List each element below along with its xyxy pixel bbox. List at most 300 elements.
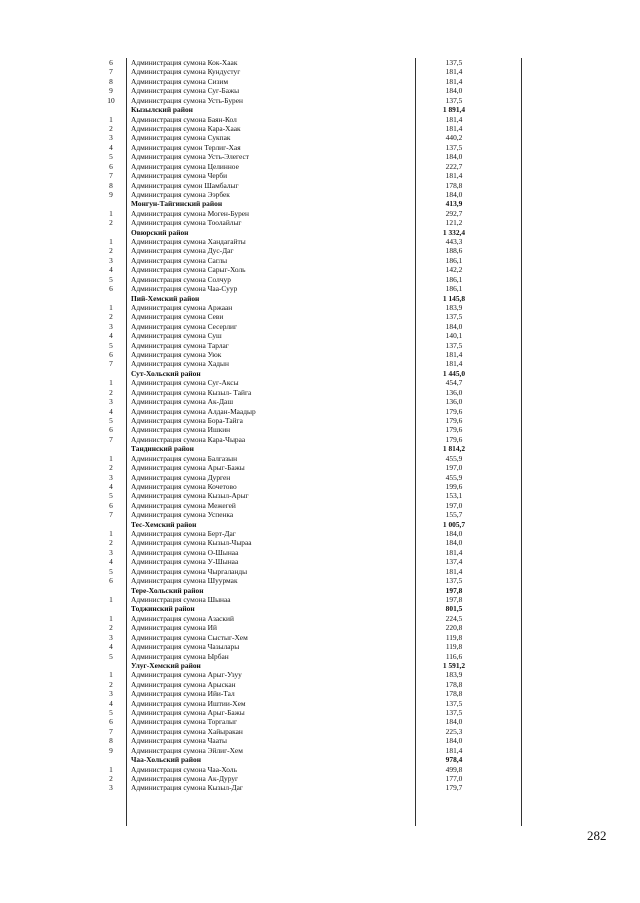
row-number: 1 (109, 613, 113, 623)
amount-value: 137,4 (445, 557, 463, 567)
table-row (0, 549, 640, 557)
amount-value: 179,6 (445, 434, 463, 444)
amount-value: 197,8 (445, 594, 463, 604)
administration-name: Администрация сумона Ак-Даш (131, 397, 234, 407)
amount-value: 184,0 (445, 86, 463, 96)
administration-name: Администрация сумона Кара-Хаак (131, 123, 241, 133)
row-number: 4 (109, 642, 113, 651)
administration-name: Администрация сумона Сесерлиг (131, 321, 238, 331)
district-total: 1 591,2 (442, 660, 466, 670)
administration-name: Администрация сумона Арыг-Узуу (131, 670, 242, 680)
amount-value: 184,0 (445, 529, 463, 538)
district-name: Тес-Хемский район (131, 519, 197, 529)
amount-value: 181,4 (445, 67, 463, 77)
district-name: Тере-Хольский район (131, 585, 204, 595)
table-row (0, 87, 640, 95)
administration-name: Администрация сумона Кызыл-Даг (131, 783, 243, 793)
amount-value: 137,5 (445, 340, 463, 350)
administration-name: Администрация сумона Чазылары (131, 642, 240, 651)
table-row (0, 97, 640, 105)
amount-value: 137,5 (445, 58, 463, 67)
district-row (0, 587, 640, 595)
administration-name: Администрация сумона Уюк (131, 350, 222, 359)
administration-name: Администрация сумона Арыг-Бажы (131, 708, 245, 717)
administration-name: Администрация сумона Солчур (131, 274, 231, 284)
row-number: 6 (109, 717, 113, 727)
district-row (0, 521, 640, 529)
administration-name: Администрация сумона Балгазын (131, 453, 238, 463)
row-number: 7 (109, 510, 113, 520)
row-number: 4 (109, 406, 113, 416)
amount-value: 119,8 (445, 632, 463, 642)
administration-name: Администрация сумона Суг-Бажы (131, 86, 240, 96)
amount-value: 153,1 (445, 491, 463, 501)
row-number: 6 (109, 425, 113, 435)
district-row (0, 370, 640, 378)
table-row (0, 68, 640, 76)
administration-name: Администрация сумона Ий (131, 623, 217, 633)
administration-name: Администрация сумона Иштии-Хем (131, 698, 246, 708)
amount-value: 499,8 (445, 764, 463, 774)
table-row (0, 653, 640, 661)
administration-name: Администрация сумона Кара-Чыраа (131, 434, 246, 444)
administration-name: Администрация сумона Успенка (131, 510, 234, 520)
district-name: Монгун-Тайгинский район (131, 199, 223, 209)
row-number: 1 (109, 594, 113, 604)
amount-value: 184,0 (445, 717, 463, 727)
administration-name: Администрация сумона Шынаа (131, 594, 231, 604)
administration-name: Администрация сумона Кундустуг (131, 67, 241, 77)
administration-name: Администрация сумона Межегей (131, 500, 236, 510)
table-row (0, 502, 640, 510)
administration-name: Администрация сумона Азаский (131, 613, 234, 623)
row-number: 1 (109, 208, 113, 218)
table-row (0, 747, 640, 755)
amount-value: 137,5 (445, 698, 463, 708)
table-row (0, 737, 640, 745)
district-total: 1 445,0 (442, 368, 466, 378)
row-number: 5 (109, 491, 113, 501)
amount-value: 179,6 (445, 425, 463, 435)
row-number: 6 (109, 500, 113, 510)
table-row (0, 681, 640, 689)
amount-value: 197,0 (445, 463, 463, 473)
row-number: 5 (109, 152, 113, 162)
amount-value: 121,2 (445, 218, 463, 228)
administration-name: Администрация сумона Арыскан (131, 679, 236, 689)
row-number: 1 (109, 302, 113, 312)
table-row (0, 530, 640, 538)
district-name: Чаа-Хольский район (131, 755, 201, 765)
amount-value: 188,6 (445, 246, 463, 256)
amount-value: 197,0 (445, 500, 463, 510)
administration-name: Администрация сумона Дурген (131, 472, 231, 482)
row-number: 1 (109, 114, 113, 124)
row-number: 9 (109, 745, 113, 755)
table-row (0, 313, 640, 321)
table-row (0, 389, 640, 397)
table-row (0, 690, 640, 698)
amount-value: 455,9 (445, 472, 463, 482)
administration-name: Администрация сумона Шуурмак (131, 576, 238, 586)
administration-name: Администрация сумона Ырбан (131, 651, 229, 661)
row-number: 1 (109, 378, 113, 388)
amount-value: 186,1 (445, 255, 463, 265)
row-number: 1 (109, 529, 113, 538)
amount-value: 184,0 (445, 538, 463, 548)
amount-value: 137,5 (445, 142, 463, 152)
row-number: 1 (109, 670, 113, 680)
table-row (0, 304, 640, 312)
administration-name: Администрация сумона Алдан-Маадыр (131, 406, 256, 416)
administration-name: Администрация сумона Сыстыг-Хем (131, 632, 248, 642)
row-number: 7 (109, 171, 113, 180)
administration-name: Администрация сумона Целинное (131, 161, 239, 171)
district-name: Улуг-Хемский район (131, 660, 201, 670)
row-number: 3 (109, 547, 113, 557)
administration-name: Администрация сумона Торгалыг (131, 717, 238, 727)
table-row (0, 615, 640, 623)
district-name: Кызылский район (131, 105, 193, 115)
row-number: 4 (109, 142, 113, 152)
administration-name: Администрация сумона Ишкин (131, 425, 231, 435)
table-row (0, 323, 640, 331)
row-number: 6 (109, 284, 113, 294)
amount-value: 137,5 (445, 708, 463, 717)
administration-name: Администрация сумона Чыргаланды (131, 566, 248, 576)
table-row (0, 766, 640, 774)
district-name: Овюрский район (131, 227, 189, 237)
district-total: 1 332,4 (442, 227, 466, 237)
table-row (0, 134, 640, 142)
amount-value: 220,8 (445, 623, 463, 633)
row-number: 8 (109, 180, 113, 190)
page-number: 282 (587, 828, 607, 843)
table-row (0, 276, 640, 284)
administration-name: Администрация сумона Кызыл-Арыг (131, 491, 249, 501)
table-row (0, 257, 640, 265)
administration-name: Администрация сумона Сарыг-Холь (131, 265, 246, 275)
district-row (0, 445, 640, 453)
amount-value: 155,7 (445, 510, 463, 520)
row-number: 3 (109, 632, 113, 642)
table-row (0, 577, 640, 585)
row-number: 2 (109, 538, 113, 548)
administration-name: Администрация сумона Эйлиг-Хем (131, 745, 243, 755)
amount-value: 440,2 (445, 133, 463, 143)
row-number: 7 (109, 67, 113, 77)
table-row (0, 266, 640, 274)
administration-name: Администрация сумона Хайыракан (131, 726, 243, 736)
district-row (0, 200, 640, 208)
district-name: Тоджинский район (131, 604, 195, 614)
amount-value: 443,3 (445, 237, 463, 246)
amount-value: 222,7 (445, 161, 463, 171)
table-row (0, 78, 640, 86)
table-row (0, 351, 640, 359)
row-number: 2 (109, 312, 113, 322)
district-name: Тандинский район (131, 444, 194, 454)
administration-name: Администрация сумона Усть-Бурен (131, 95, 243, 105)
row-number: 1 (109, 764, 113, 774)
amount-value: 183,9 (445, 670, 463, 680)
administration-name: Администрация сумона Аржаан (131, 302, 233, 312)
row-number: 3 (109, 255, 113, 265)
table-row (0, 144, 640, 152)
administration-name: Администрация сумона Бора-Тайга (131, 416, 243, 425)
table-row (0, 728, 640, 736)
table-row (0, 426, 640, 434)
district-row (0, 295, 640, 303)
administration-name: Администрация сумона Саглы (131, 255, 228, 265)
administration-name: Администрация сумона Кок-Хаак (131, 58, 238, 67)
administration-name: Администрация сумона Сизим (131, 76, 229, 86)
row-number: 4 (109, 557, 113, 567)
district-total: 1 891,4 (442, 105, 466, 115)
district-name: Сут-Хольский район (131, 368, 201, 378)
row-number: 2 (109, 246, 113, 256)
table-row (0, 172, 640, 180)
row-number: 5 (109, 566, 113, 576)
amount-value: 184,0 (445, 321, 463, 331)
table-row (0, 247, 640, 255)
table-row (0, 671, 640, 679)
table-row (0, 332, 640, 340)
administration-name: Администрация сумона У-Шынаа (131, 557, 239, 567)
row-number: 2 (109, 679, 113, 689)
table-row (0, 558, 640, 566)
district-total: 978,4 (445, 755, 463, 765)
row-number: 5 (109, 416, 113, 425)
administration-name: Администрация сумона Кызыл-Чыраа (131, 538, 252, 548)
amount-value: 292,7 (445, 208, 463, 218)
amount-value: 181,4 (445, 566, 463, 576)
row-number: 3 (109, 783, 113, 793)
district-row (0, 229, 640, 237)
row-number: 4 (109, 265, 113, 275)
row-number: 2 (109, 623, 113, 633)
table-row (0, 596, 640, 604)
amount-value: 181,4 (445, 350, 463, 359)
administration-name: Администрация сумона Севи (131, 312, 224, 322)
amount-value: 181,4 (445, 547, 463, 557)
row-number: 6 (109, 576, 113, 586)
table-row (0, 775, 640, 783)
administration-name: Администрация сумона Сукпак (131, 133, 231, 143)
district-row (0, 106, 640, 114)
district-total: 413,9 (445, 199, 463, 209)
table-row (0, 474, 640, 482)
table-row (0, 436, 640, 444)
table-row (0, 408, 640, 416)
amount-value: 181,4 (445, 76, 463, 86)
table-row (0, 634, 640, 642)
amount-value: 179,6 (445, 406, 463, 416)
table-row (0, 379, 640, 387)
administration-name: Администрация сумона Ак-Дуруг (131, 773, 239, 783)
row-number: 5 (109, 708, 113, 717)
amount-value: 136,0 (445, 397, 463, 407)
administration-name: Администрация сумона Тоолайлыг (131, 218, 242, 228)
amount-value: 454,7 (445, 378, 463, 388)
district-row (0, 756, 640, 764)
amount-value: 119,8 (445, 642, 463, 651)
amount-value: 199,6 (445, 481, 463, 491)
row-number: 9 (109, 86, 113, 96)
row-number: 9 (109, 189, 113, 199)
amount-value: 455,9 (445, 453, 463, 463)
table-row (0, 182, 640, 190)
administration-name: Администрация сумона Моген-Бурен (131, 208, 250, 218)
administration-name: Администрация сумона Кочетово (131, 481, 237, 491)
amount-value: 136,0 (445, 387, 463, 397)
amount-value: 178,8 (445, 180, 463, 190)
administration-name: Администрация сумона Суг-Аксы (131, 378, 239, 388)
row-number: 1 (109, 237, 113, 246)
amount-value: 178,8 (445, 679, 463, 689)
row-number: 6 (109, 58, 113, 67)
amount-value: 181,4 (445, 123, 463, 133)
district-total: 197,8 (445, 585, 463, 595)
district-row (0, 605, 640, 613)
table-row (0, 398, 640, 406)
administration-name: Администрация сумона Чаа-Суур (131, 284, 238, 294)
row-number: 2 (109, 463, 113, 473)
row-number: 1 (109, 453, 113, 463)
table-row (0, 568, 640, 576)
row-number: 5 (109, 651, 113, 661)
amount-value: 140,1 (445, 331, 463, 341)
table-row (0, 125, 640, 133)
amount-value: 224,5 (445, 613, 463, 623)
table-row (0, 784, 640, 792)
amount-value: 178,8 (445, 689, 463, 699)
table-row (0, 163, 640, 171)
row-number: 2 (109, 773, 113, 783)
administration-name: Администрация сумона Берт-Даг (131, 529, 236, 538)
table-row (0, 116, 640, 124)
table-row (0, 539, 640, 547)
amount-value: 186,1 (445, 274, 463, 284)
table-row (0, 285, 640, 293)
administration-name: Администрация сумона Усть-Элегест (131, 152, 249, 162)
administration-name: Администрация сумона Кызыл- Тайга (131, 387, 252, 397)
table-row (0, 342, 640, 350)
row-number: 4 (109, 331, 113, 341)
amount-value: 186,1 (445, 284, 463, 294)
administration-name: Администрация сумона Ийи-Тал (131, 689, 235, 699)
table-row (0, 709, 640, 717)
amount-value: 181,4 (445, 171, 463, 180)
table-row (0, 191, 640, 199)
table-row (0, 360, 640, 368)
district-total: 1 145,8 (442, 293, 466, 303)
amount-value: 181,4 (445, 359, 463, 369)
row-number: 7 (109, 434, 113, 444)
row-number: 5 (109, 274, 113, 284)
amount-value: 177,0 (445, 773, 463, 783)
amount-value: 137,5 (445, 312, 463, 322)
table-row (0, 483, 640, 491)
amount-value: 183,9 (445, 302, 463, 312)
table-row (0, 511, 640, 519)
amount-value: 137,5 (445, 576, 463, 586)
row-number: 3 (109, 689, 113, 699)
table-row (0, 59, 640, 67)
district-total: 801,5 (445, 604, 463, 614)
table-row (0, 153, 640, 161)
district-total: 1 005,7 (442, 519, 466, 529)
row-number: 3 (109, 472, 113, 482)
row-number: 3 (109, 321, 113, 331)
row-number: 2 (109, 387, 113, 397)
amount-value: 137,5 (445, 95, 463, 105)
administration-name: Администрация сумона Дус-Даг (131, 246, 234, 256)
table-row (0, 219, 640, 227)
row-number: 10 (107, 95, 115, 105)
amount-value: 225,3 (445, 726, 463, 736)
row-number: 3 (109, 133, 113, 143)
table-row (0, 417, 640, 425)
amount-value: 184,0 (445, 152, 463, 162)
administration-name: Администрация сумон Терлиг-Хая (131, 142, 241, 152)
administration-name: Администрация сумона Тарлаг (131, 340, 229, 350)
administration-name: Администрация сумона Хандагайты (131, 237, 246, 246)
amount-value: 142,2 (445, 265, 463, 275)
table-row (0, 210, 640, 218)
amount-value: 179,7 (445, 783, 463, 793)
administration-name: Администрация сумона Суш (131, 331, 222, 341)
row-number: 3 (109, 397, 113, 407)
table-row (0, 455, 640, 463)
amount-value: 181,4 (445, 114, 463, 124)
administration-name: Администрация сумона Чаа-Холь (131, 764, 237, 774)
amount-value: 116,6 (445, 651, 463, 661)
row-number: 6 (109, 350, 113, 359)
row-number: 4 (109, 481, 113, 491)
row-number: 7 (109, 726, 113, 736)
row-number: 7 (109, 359, 113, 369)
administration-name: Администрация сумона Ээрбек (131, 189, 230, 199)
administration-name: Администрация сумона Черби (131, 171, 228, 180)
row-number: 8 (109, 76, 113, 86)
table-row (0, 718, 640, 726)
table-row (0, 238, 640, 246)
administration-name: Администрация сумона О-Шынаа (131, 547, 239, 557)
row-number: 2 (109, 123, 113, 133)
row-number: 2 (109, 218, 113, 228)
row-number: 8 (109, 736, 113, 746)
amount-value: 179,6 (445, 416, 463, 425)
administration-name: Администрация сумона Баян-Кол (131, 114, 237, 124)
table-row (0, 643, 640, 651)
administration-name: Администрация сумона Хадын (131, 359, 229, 369)
district-total: 1 814,2 (442, 444, 466, 454)
administration-name: Администрация сумона Арыг-Бажы (131, 463, 245, 473)
district-name: Пий-Хемский район (131, 293, 200, 303)
amount-value: 184,0 (445, 189, 463, 199)
table-row (0, 700, 640, 708)
row-number: 5 (109, 340, 113, 350)
administration-name: Администрация сумона Чааты (131, 736, 227, 746)
district-row (0, 662, 640, 670)
table-row (0, 624, 640, 632)
table-row (0, 464, 640, 472)
amount-value: 181,4 (445, 745, 463, 755)
amount-value: 184,0 (445, 736, 463, 746)
administration-name: Администрация сумон Шамбалыг (131, 180, 239, 190)
row-number: 6 (109, 161, 113, 171)
